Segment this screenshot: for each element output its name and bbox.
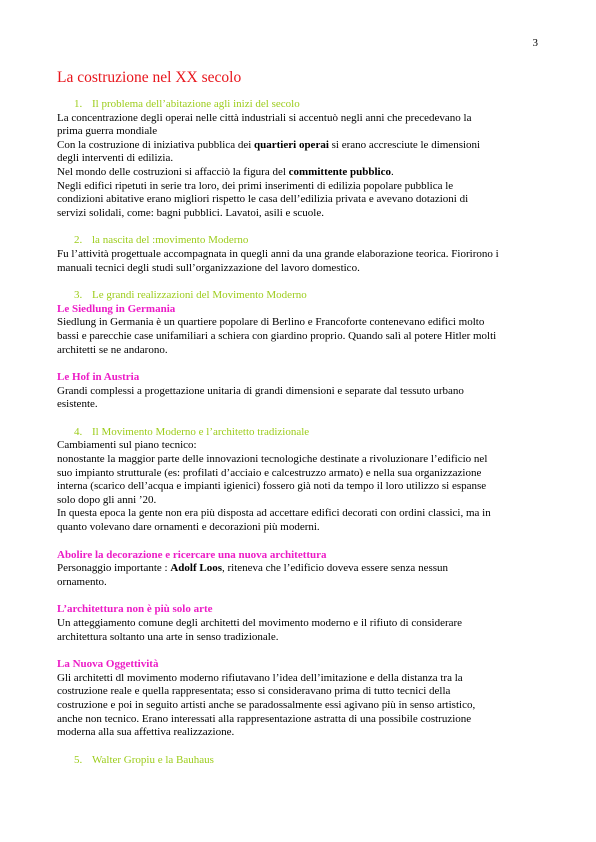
paragraph-line: prima guerra mondiale — [57, 125, 158, 138]
section-heading-4: 4. Il Movimento Moderno e l’architetto tradizionale — [74, 425, 310, 438]
paragraph-line: Personaggio importante : Adolf Loos, riteneva che l’edificio doveva essere senza nessun — [57, 562, 449, 575]
paragraph-line: esistente. — [57, 398, 98, 411]
paragraph-line: interna (scarico dell’acqua e impianti igienici) fossero già noti da tempo il loro utilizzo si espanse — [57, 480, 487, 493]
paragraph-line: Negli edifici ripetuti in serie tra loro, dei primi inserimenti di edilizia popolare pubblica le — [57, 179, 454, 192]
paragraph-line: manuali tecnici degli studi sull’organizzazione del lavoro domestico. — [57, 261, 360, 274]
document-body — [57, 68, 543, 767]
paragraph-line: costruzione e poi in seguito artisti anche se paradossalmente essi agivano più in senso artistico, — [57, 698, 476, 711]
paragraph-line: architetti se ne andarono. — [57, 343, 168, 356]
paragraph-line: Cambiamenti sul piano tecnico: — [57, 439, 197, 452]
paragraph-line: suo impianto strutturale (es: profilati d’acciaio e calcestruzzo armato) e nella sua organizzazione — [57, 466, 482, 479]
paragraph-line: Siedlung in Germania è un quartiere popolare di Berlino e Francoforte contenevano edifici molto — [57, 316, 485, 329]
bold-term: committente pubblico — [288, 165, 391, 178]
subheading: Le Hof in Austria — [57, 371, 140, 384]
section-heading-1: 1. Il problema dell’abitazione agli inizi del secolo — [74, 98, 300, 110]
paragraph-line: nonostante la maggior parte delle innovazioni tecnologiche destinate a rivoluzionare l’edificio nel — [57, 453, 488, 466]
paragraph-line: In questa epoca la gente non era più disposta ad accettare edifici decorati con ordini classici, ma in — [57, 507, 491, 520]
paragraph-line: architettura soltanto una arte in senso tradizionale. — [57, 630, 279, 643]
paragraph-line: solo dopo gli anni ’20. — [57, 493, 157, 506]
subheading: Abolire la decorazione e ricercare una nuova architettura — [57, 548, 327, 561]
page-number: 3 — [532, 37, 538, 49]
paragraph-line: Con la costruzione di iniziativa pubblica dei quartieri operai si erano accresciute le dimensioni — [57, 138, 481, 151]
subheading: L’architettura non è più solo arte — [57, 603, 213, 616]
subheading: Le Siedlung in Germania — [57, 302, 176, 315]
subheading: La Nuova Oggettività — [57, 658, 159, 671]
paragraph-line: quanto volevano dare ornamenti e decorazioni più moderni. — [57, 521, 320, 534]
paragraph-line: moderna alla sua affettiva realizzazione. — [57, 726, 235, 739]
bold-term: quartieri operai — [254, 138, 329, 151]
paragraph-line: Gli architetti dl movimento moderno rifiutavano l’idea dell’imitazione e della distanza tra la — [57, 671, 463, 684]
paragraph-line: costruzione reale e quella rappresentata; esso si consideravano prima di tutto tecnici della — [57, 685, 451, 698]
paragraph-line: ornamento. — [57, 575, 107, 588]
page-title: La costruzione nel XX secolo — [57, 69, 242, 86]
paragraph-line: Un atteggiamento comune degli architetti del movimento moderno e il rifiuto di considerare — [57, 617, 463, 629]
paragraph-line: condizioni abitative erano migliori rispetto le casa dell’edilizia privata e avevano dotazioni di — [57, 193, 469, 206]
bold-term: Adolf Loos — [170, 562, 222, 575]
section-heading-2: 2. la nascita del :movimento Moderno — [74, 234, 249, 247]
paragraph-line: La concentrazione degli operai nelle città industriali si accentuò negli anni che precedevano la — [57, 111, 472, 124]
paragraph-line: anche non tecnico. Erano interessati alla rappresentazione astratta di una possibile costruzione — [57, 712, 472, 725]
section-heading-3: 3. Le grandi realizzazioni del Movimento Moderno — [74, 289, 307, 302]
paragraph-line: servizi solidali, come: bagni pubblici. Lavatoi, asili e scuole. — [57, 206, 324, 219]
paragraph-line: bassi e parecchie case unifamiliari a schiera con giardino proprio. Quando salì al potere Hitler molti — [57, 329, 497, 342]
section-heading-5: 5. Walter Gropiu e la Bauhaus — [74, 753, 214, 766]
paragraph-line: Fu l’attività progettuale accompagnata in quegli anni da una grande elaborazione teorica. Fiorirono i — [57, 247, 499, 260]
paragraph-line: degli interventi di edilizia. — [57, 152, 174, 165]
paragraph-line: Nel mondo delle costruzioni si affacciò la figura del committente pubblico. — [57, 165, 394, 178]
paragraph-line: Grandi complessi a progettazione unitaria di grandi dimensioni e separate dal tessuto urbano — [57, 384, 464, 397]
